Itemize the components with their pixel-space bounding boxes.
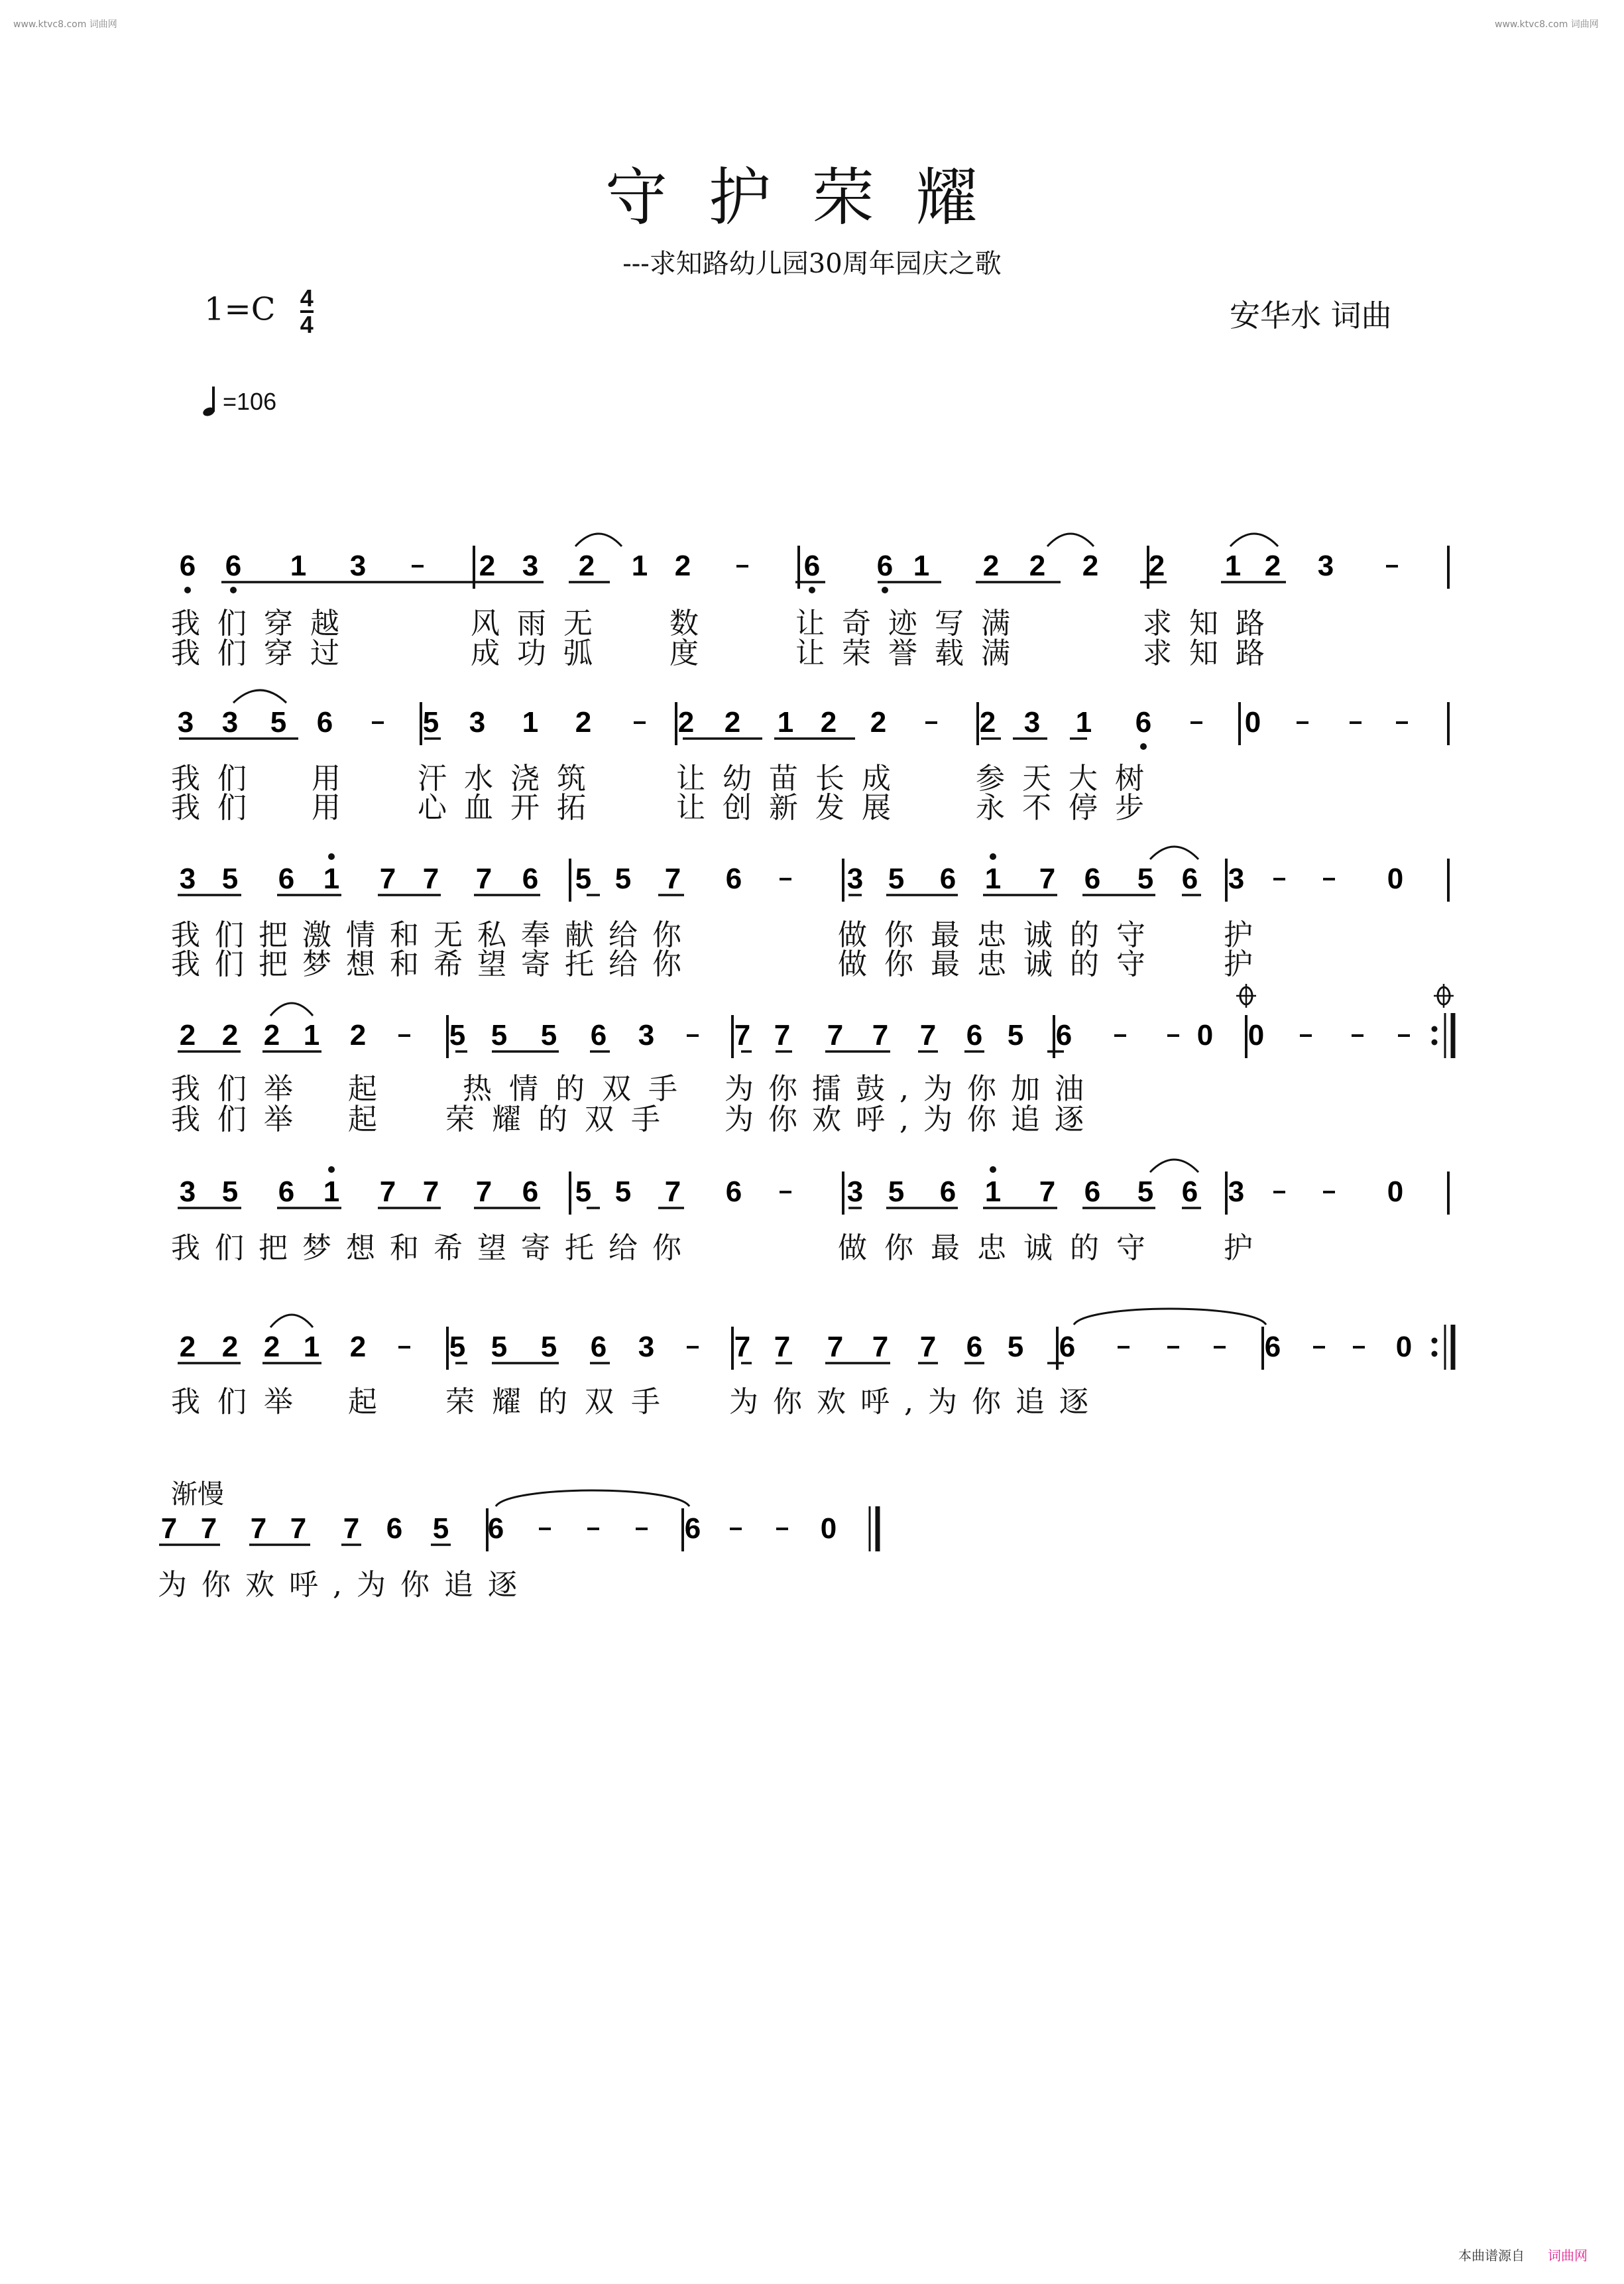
note-digit: 5 xyxy=(888,1175,905,1208)
note-digit: 7 xyxy=(250,1512,267,1545)
lyric-line: 护 xyxy=(1224,918,1270,952)
lyric-line: 荣耀的双手 xyxy=(445,1385,677,1419)
note-digit: 2 xyxy=(179,1019,196,1052)
note-digit: 0 xyxy=(1387,1175,1404,1208)
note-digit: 1 xyxy=(777,706,794,739)
slur-arc xyxy=(270,1003,313,1016)
slur-arc xyxy=(233,690,286,703)
note-digit: 1 xyxy=(1075,706,1092,739)
page-title: 守护荣耀 xyxy=(605,162,1019,234)
note-digit: 5 xyxy=(1007,1331,1024,1363)
tie-arc xyxy=(1074,1309,1266,1325)
note-digit: 1 xyxy=(323,1175,340,1208)
tie-arc xyxy=(496,1490,689,1506)
author-credit: 安华水 词曲 xyxy=(1230,298,1392,333)
note-digit: 6 xyxy=(725,863,742,895)
note-digit: 6 xyxy=(225,550,242,582)
lower-octave-dot xyxy=(184,587,191,593)
lyric-line: 用 xyxy=(312,791,358,825)
repeat-dot xyxy=(1432,1040,1438,1046)
note-digit: 2 xyxy=(1148,550,1165,582)
slur-arc xyxy=(1150,847,1198,859)
lyric-line: 我们穿越 xyxy=(171,607,357,640)
note-digit: 7 xyxy=(774,1019,791,1052)
repeat-dot xyxy=(1432,1338,1438,1344)
slur-arc xyxy=(1150,1160,1198,1172)
note-digit: 7 xyxy=(343,1512,360,1545)
note-digit: 5 xyxy=(1137,1175,1154,1208)
lyric-line: 让创新发展 xyxy=(676,791,908,825)
note-digit: 3 xyxy=(1317,550,1334,582)
note-digit: 2 xyxy=(982,550,1000,582)
note-digit: 7 xyxy=(827,1331,844,1363)
note-digit: 3 xyxy=(469,706,486,739)
note-digit: 6 xyxy=(1084,1175,1101,1208)
note-digit: 6 xyxy=(1181,863,1198,895)
note-digit: 7 xyxy=(919,1019,937,1052)
note-digit: 2 xyxy=(221,1019,239,1052)
note-digit: 1 xyxy=(984,1175,1002,1208)
note-digit: 2 xyxy=(1029,550,1046,582)
note-digit: 6 xyxy=(1059,1331,1076,1363)
note-digit: 7 xyxy=(664,863,681,895)
lyric-line: 护 xyxy=(1224,1231,1270,1265)
note-digit: 2 xyxy=(724,706,741,739)
note-digit: 7 xyxy=(872,1019,889,1052)
footer-site-logo: 词曲网 xyxy=(1548,2248,1588,2263)
note-digit: 3 xyxy=(179,1175,196,1208)
upper-octave-dot xyxy=(328,853,335,860)
lyric-line: 起 xyxy=(348,1072,394,1106)
note-digit: 0 xyxy=(1395,1331,1413,1363)
upper-octave-dot xyxy=(990,853,996,860)
note-digit: 7 xyxy=(872,1331,889,1363)
repeat-dot xyxy=(1432,1026,1438,1032)
ritardando-marking: 渐慢 xyxy=(171,1479,224,1510)
watermark-right: www.ktvc8.com 词曲网 xyxy=(1495,19,1599,30)
repeat-dot xyxy=(1432,1351,1438,1357)
note-digit: 0 xyxy=(1196,1019,1214,1052)
note-digit: 7 xyxy=(734,1019,751,1052)
lyric-line: 让奇迹写满 xyxy=(795,607,1027,640)
lyric-line: 护 xyxy=(1224,947,1270,981)
slur-arc xyxy=(1230,534,1278,546)
note-digit: 2 xyxy=(479,550,496,582)
note-digit: 5 xyxy=(575,1175,592,1208)
note-digit: 3 xyxy=(522,550,539,582)
note-digit: 6 xyxy=(278,1175,295,1208)
note-digit: 5 xyxy=(491,1331,508,1363)
note-digit: 6 xyxy=(939,1175,957,1208)
upper-octave-dot xyxy=(990,1166,996,1173)
note-digit: 1 xyxy=(1224,550,1242,582)
lower-octave-dot xyxy=(1140,743,1147,750)
note-digit: 5 xyxy=(221,863,239,895)
note-digit: 7 xyxy=(379,1175,396,1208)
note-digit: 2 xyxy=(578,550,595,582)
slur-arc xyxy=(575,534,622,546)
note-digit: 5 xyxy=(270,706,287,739)
note-digit: 1 xyxy=(303,1019,320,1052)
note-digit: 6 xyxy=(590,1331,607,1363)
note-digit: 1 xyxy=(323,863,340,895)
note-digit: 2 xyxy=(820,706,837,739)
footer-source-text: 本曲谱源自 xyxy=(1458,2248,1525,2263)
lyric-line: 做你最忠诚的守 xyxy=(838,918,1163,952)
watermark-left: www.ktvc8.com 词曲网 xyxy=(13,19,117,30)
note-digit: 2 xyxy=(1264,550,1281,582)
note-digit: 7 xyxy=(664,1175,681,1208)
lyric-line: 我们把激情和无私奉献给你 xyxy=(171,918,696,952)
lyric-line: 成功弧 xyxy=(471,636,610,670)
note-digit: 6 xyxy=(876,550,894,582)
note-digit: 2 xyxy=(221,1331,239,1363)
lyric-line: 让幼苗长成 xyxy=(676,762,908,796)
note-digit: 7 xyxy=(1039,1175,1056,1208)
note-digit: 6 xyxy=(1084,863,1101,895)
lyric-line: 为你欢呼,为你追逐 xyxy=(158,1568,532,1602)
lyric-line: 为你欢呼,为你追逐 xyxy=(729,1385,1103,1419)
lyric-line: 荣耀的双手 xyxy=(445,1103,677,1136)
note-digit: 3 xyxy=(1228,1175,1245,1208)
lyric-line: 做你最忠诚的守 xyxy=(838,947,1163,981)
note-digit: 6 xyxy=(522,1175,539,1208)
note-digit: 7 xyxy=(827,1019,844,1052)
note-digit: 6 xyxy=(1181,1175,1198,1208)
tempo-value: =106 xyxy=(223,388,277,415)
note-digit: 3 xyxy=(221,706,239,739)
lyric-line: 度 xyxy=(669,636,716,670)
note-digit: 7 xyxy=(475,863,493,895)
note-digit: 7 xyxy=(919,1331,937,1363)
note-digit: 0 xyxy=(820,1512,837,1545)
note-digit: 2 xyxy=(674,550,691,582)
note-digit: 6 xyxy=(803,550,821,582)
note-digit: 5 xyxy=(221,1175,239,1208)
note-digit: 0 xyxy=(1244,706,1261,739)
time-numerator: 4 xyxy=(300,284,314,312)
note-digit: 3 xyxy=(179,863,196,895)
note-digit: 6 xyxy=(522,863,539,895)
lyric-line: 为你擂鼓,为你加油 xyxy=(725,1072,1098,1106)
lyric-line: 我们穿过 xyxy=(171,636,357,670)
note-digit: 5 xyxy=(432,1512,449,1545)
note-digit: 2 xyxy=(179,1331,196,1363)
note-digit: 5 xyxy=(449,1331,466,1363)
lyric-line: 永不停步 xyxy=(976,791,1161,825)
note-digit: 7 xyxy=(290,1512,307,1545)
upper-octave-dot xyxy=(328,1166,335,1173)
lyric-line: 汗水浇筑 xyxy=(418,762,603,796)
note-digit: 1 xyxy=(984,863,1002,895)
note-digit: 3 xyxy=(177,706,194,739)
note-digit: 1 xyxy=(913,550,930,582)
note-digit: 0 xyxy=(1387,863,1404,895)
note-digit: 7 xyxy=(200,1512,217,1545)
note-digit: 5 xyxy=(888,863,905,895)
lyric-line: 我们 xyxy=(171,791,264,825)
note-digit: 2 xyxy=(677,706,695,739)
note-digit: 1 xyxy=(303,1331,320,1363)
note-digit: 0 xyxy=(1247,1019,1265,1052)
lyric-line: 我们举 xyxy=(171,1103,310,1136)
lyric-line: 求知路 xyxy=(1143,607,1282,640)
key-signature-text: 1=C xyxy=(204,290,276,328)
lyric-line: 我们举 xyxy=(171,1072,310,1106)
note-digit: 6 xyxy=(316,706,333,739)
note-digit: 6 xyxy=(590,1019,607,1052)
note-digit: 2 xyxy=(870,706,887,739)
note-digit: 5 xyxy=(575,863,592,895)
note-digit: 6 xyxy=(278,863,295,895)
note-digit: 3 xyxy=(638,1019,655,1052)
time-denominator: 4 xyxy=(300,311,314,338)
lyric-line: 我们把梦想和希望寄托给你 xyxy=(171,1231,696,1265)
note-digit: 7 xyxy=(734,1331,751,1363)
lower-octave-dot xyxy=(882,587,888,593)
lower-octave-dot xyxy=(230,587,237,593)
note-digit: 2 xyxy=(979,706,996,739)
note-digit: 3 xyxy=(638,1331,655,1363)
note-digit: 6 xyxy=(966,1019,983,1052)
note-digit: 5 xyxy=(540,1019,557,1052)
lyric-line: 做你最忠诚的守 xyxy=(838,1231,1163,1265)
lyric-line: 为你欢呼,为你追逐 xyxy=(725,1103,1098,1136)
lyric-line: 求知路 xyxy=(1143,636,1282,670)
note-digit: 7 xyxy=(160,1512,178,1545)
note-digit: 6 xyxy=(684,1512,701,1545)
note-digit: 7 xyxy=(422,1175,439,1208)
lyric-line: 风雨无 xyxy=(471,607,610,640)
note-digit: 7 xyxy=(774,1331,791,1363)
note-digit: 1 xyxy=(631,550,648,582)
note-digit: 5 xyxy=(1007,1019,1024,1052)
lyric-line: 让荣誉载满 xyxy=(795,636,1027,670)
note-digit: 3 xyxy=(349,550,367,582)
note-digit: 6 xyxy=(725,1175,742,1208)
lyric-line: 参天大树 xyxy=(976,762,1161,796)
lower-octave-dot xyxy=(809,587,815,593)
note-digit: 7 xyxy=(475,1175,493,1208)
note-digit: 5 xyxy=(1137,863,1154,895)
note-digit: 6 xyxy=(386,1512,403,1545)
note-digit: 5 xyxy=(614,863,632,895)
lyric-line: 用 xyxy=(312,762,358,796)
note-digit: 5 xyxy=(449,1019,466,1052)
note-digit: 6 xyxy=(179,550,196,582)
note-digit: 6 xyxy=(1264,1331,1281,1363)
note-digit: 3 xyxy=(846,1175,864,1208)
note-digit: 1 xyxy=(522,706,539,739)
note-digit: 7 xyxy=(422,863,439,895)
note-digit: 2 xyxy=(263,1019,280,1052)
lyric-line: 我们 xyxy=(171,762,264,796)
lyric-line: 热情的双手 xyxy=(463,1072,695,1106)
note-digit: 5 xyxy=(540,1331,557,1363)
note-digit: 5 xyxy=(614,1175,632,1208)
note-digit: 3 xyxy=(1228,863,1245,895)
note-digit: 7 xyxy=(1039,863,1056,895)
note-digit: 2 xyxy=(1082,550,1099,582)
note-digit: 2 xyxy=(575,706,592,739)
note-digit: 6 xyxy=(939,863,957,895)
note-digit: 6 xyxy=(487,1512,504,1545)
note-digit: 2 xyxy=(263,1331,280,1363)
note-digit: 1 xyxy=(290,550,307,582)
note-digit: 6 xyxy=(966,1331,983,1363)
lyric-line: 起 xyxy=(348,1385,394,1419)
lyric-line: 我们举 xyxy=(171,1385,310,1419)
lyric-line: 心血开拓 xyxy=(418,791,603,825)
note-digit: 6 xyxy=(1055,1019,1073,1052)
note-digit: 5 xyxy=(491,1019,508,1052)
note-digit: 5 xyxy=(422,706,439,739)
lyric-line: 数 xyxy=(669,607,716,640)
note-digit: 7 xyxy=(379,863,396,895)
slur-arc xyxy=(270,1315,313,1327)
note-digit: 6 xyxy=(1135,706,1152,739)
note-digit: 3 xyxy=(846,863,864,895)
note-digit: 2 xyxy=(349,1331,367,1363)
lyric-line: 起 xyxy=(348,1103,394,1136)
note-digit: 2 xyxy=(349,1019,367,1052)
page-subtitle: ---求知路幼儿园30周年园庆之歌 xyxy=(622,249,1002,279)
lyric-line: 我们把梦想和希望寄托给你 xyxy=(171,947,696,981)
note-digit: 3 xyxy=(1023,706,1041,739)
slur-arc xyxy=(1047,534,1094,546)
